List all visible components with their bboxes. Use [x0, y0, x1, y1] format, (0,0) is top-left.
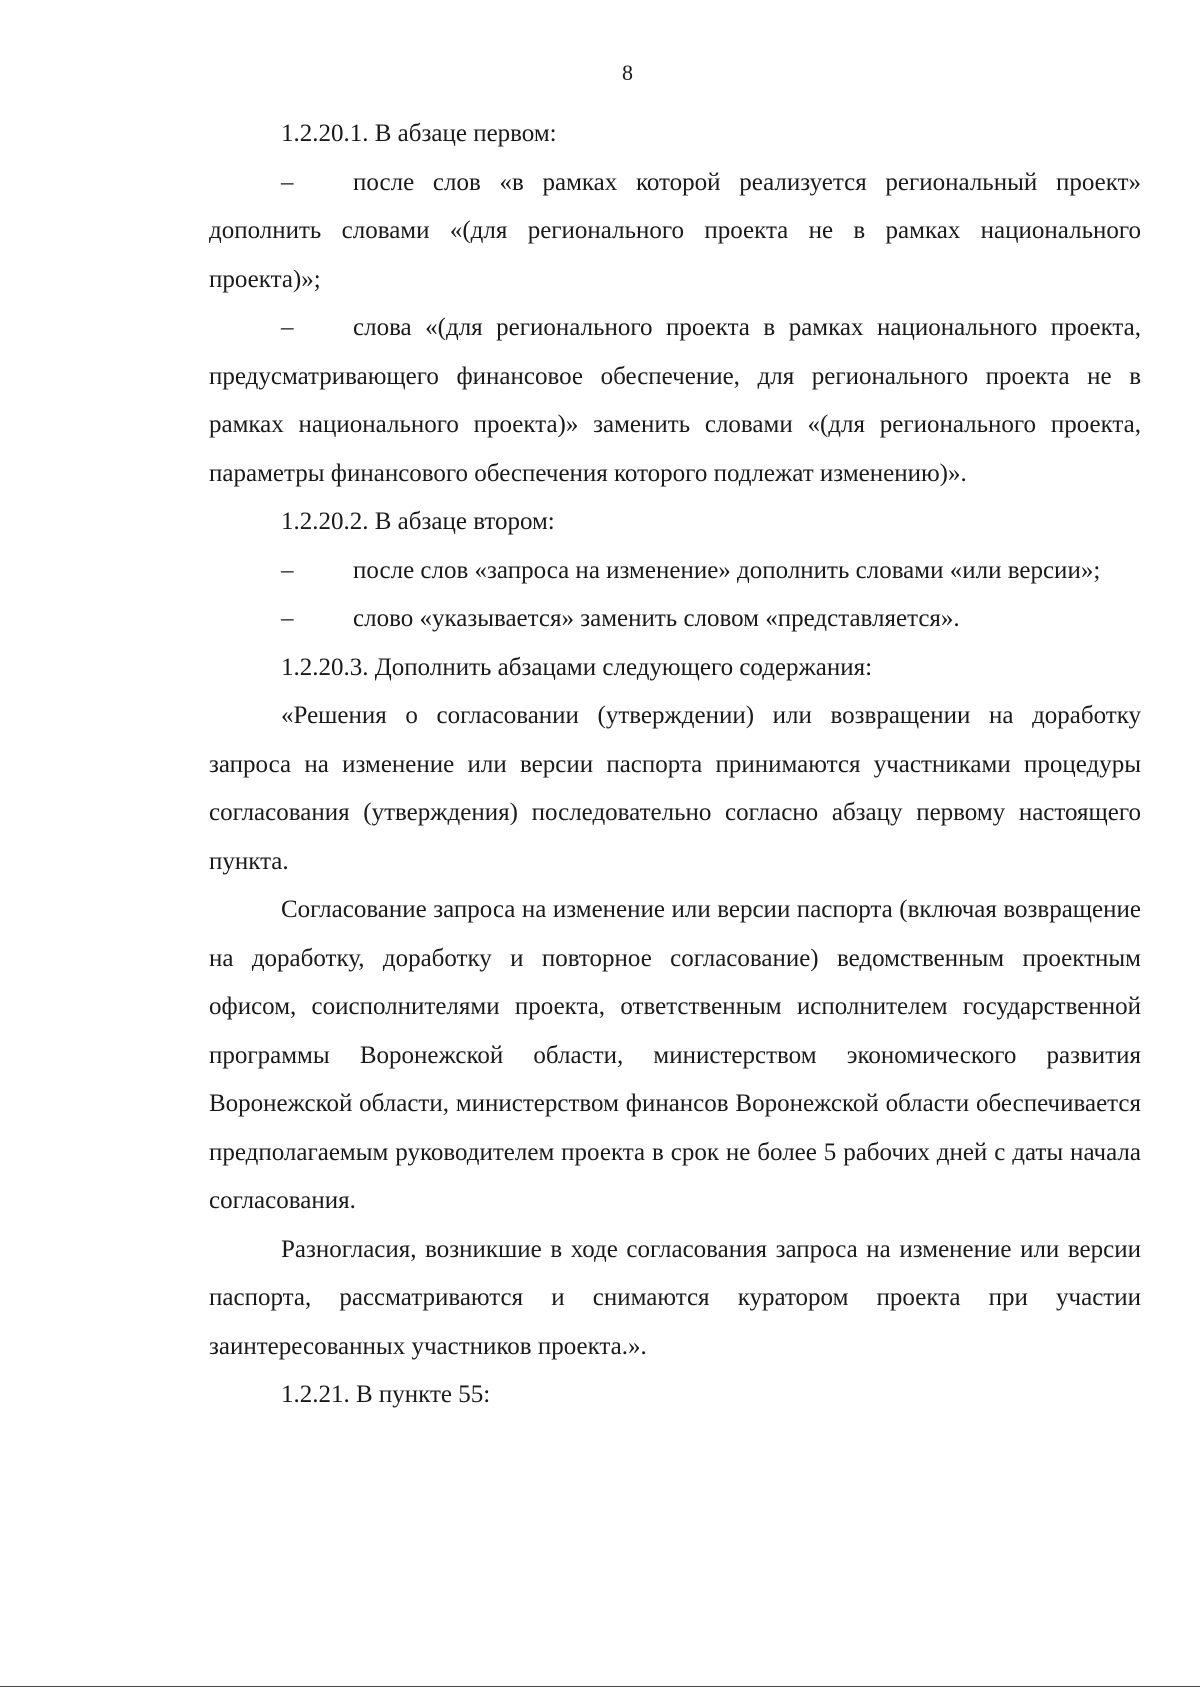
paragraph-heading: 1.2.20.1. В абзаце первом: — [281, 120, 557, 147]
page-number: 8 — [622, 60, 633, 85]
dash-item-text: слова «(для регионального проекта в рамках национального проекта, предусматривающего финансовое обеспечение, для регионального проекта не в рамках национального проекта)» заменить словами «(для регионального проекта, параметры финансового обеспечения которого подлежат изменению)». — [209, 314, 1141, 487]
dash-list-item — [209, 595, 1141, 644]
paragraph-heading: 1.2.20.3. Дополнить абзацами следующего содержания: — [281, 653, 873, 681]
document-body — [209, 110, 1141, 1420]
paragraph-heading: 1.2.21. В пункте 55: — [281, 1381, 491, 1408]
dash-list-item — [209, 304, 1141, 498]
dash-list-item — [209, 159, 1141, 305]
page-bottom-rule — [0, 1686, 1200, 1687]
dash-marker: – — [281, 556, 294, 584]
dash-marker: – — [281, 605, 294, 632]
paragraph-heading: 1.2.20.2. В абзаце втором: — [281, 508, 555, 535]
dash-list-item — [209, 547, 1141, 596]
dash-item-text: слово «указывается» заменить словом «представляется». — [353, 605, 960, 632]
body-paragraph: Разногласия, возникшие в ходе согласования запроса на изменение или версии паспорта, рассматриваются и снимаются куратором проекта при участии заинтересованных участников проекта.». — [209, 1235, 1141, 1360]
dash-marker: – — [281, 168, 294, 196]
dash-item-text: после слов «запроса на изменение» дополнить словами «или версии»; — [353, 556, 1101, 584]
dash-marker: – — [281, 314, 294, 341]
body-paragraph: «Решения о согласовании (утверждении) или возвращении на доработку запроса на изменение или версии паспорта принимаются участниками процедуры согласования (утверждения) последовательно согласно абзацу первому настоящего пункта. — [209, 702, 1141, 875]
body-paragraph: Согласование запроса на изменение или версии паспорта (включая возвращение на доработку, доработку и повторное согласование) ведомственным проектным офисом, соисполнителями проекта, ответственным исполнителем государственной программы Воронежской области, министерством экономического развития Воронежской области, министерством финансов Воронежской области обеспечивается предполагаемым руководителем проекта в срок не более 5 рабочих дней с даты начала согласования. — [209, 896, 1141, 1214]
dash-item-text: после слов «в рамках которой реализуется региональный проект» дополнить словами «(для регионального проекта не в рамках национального проекта)»; — [209, 168, 1141, 293]
